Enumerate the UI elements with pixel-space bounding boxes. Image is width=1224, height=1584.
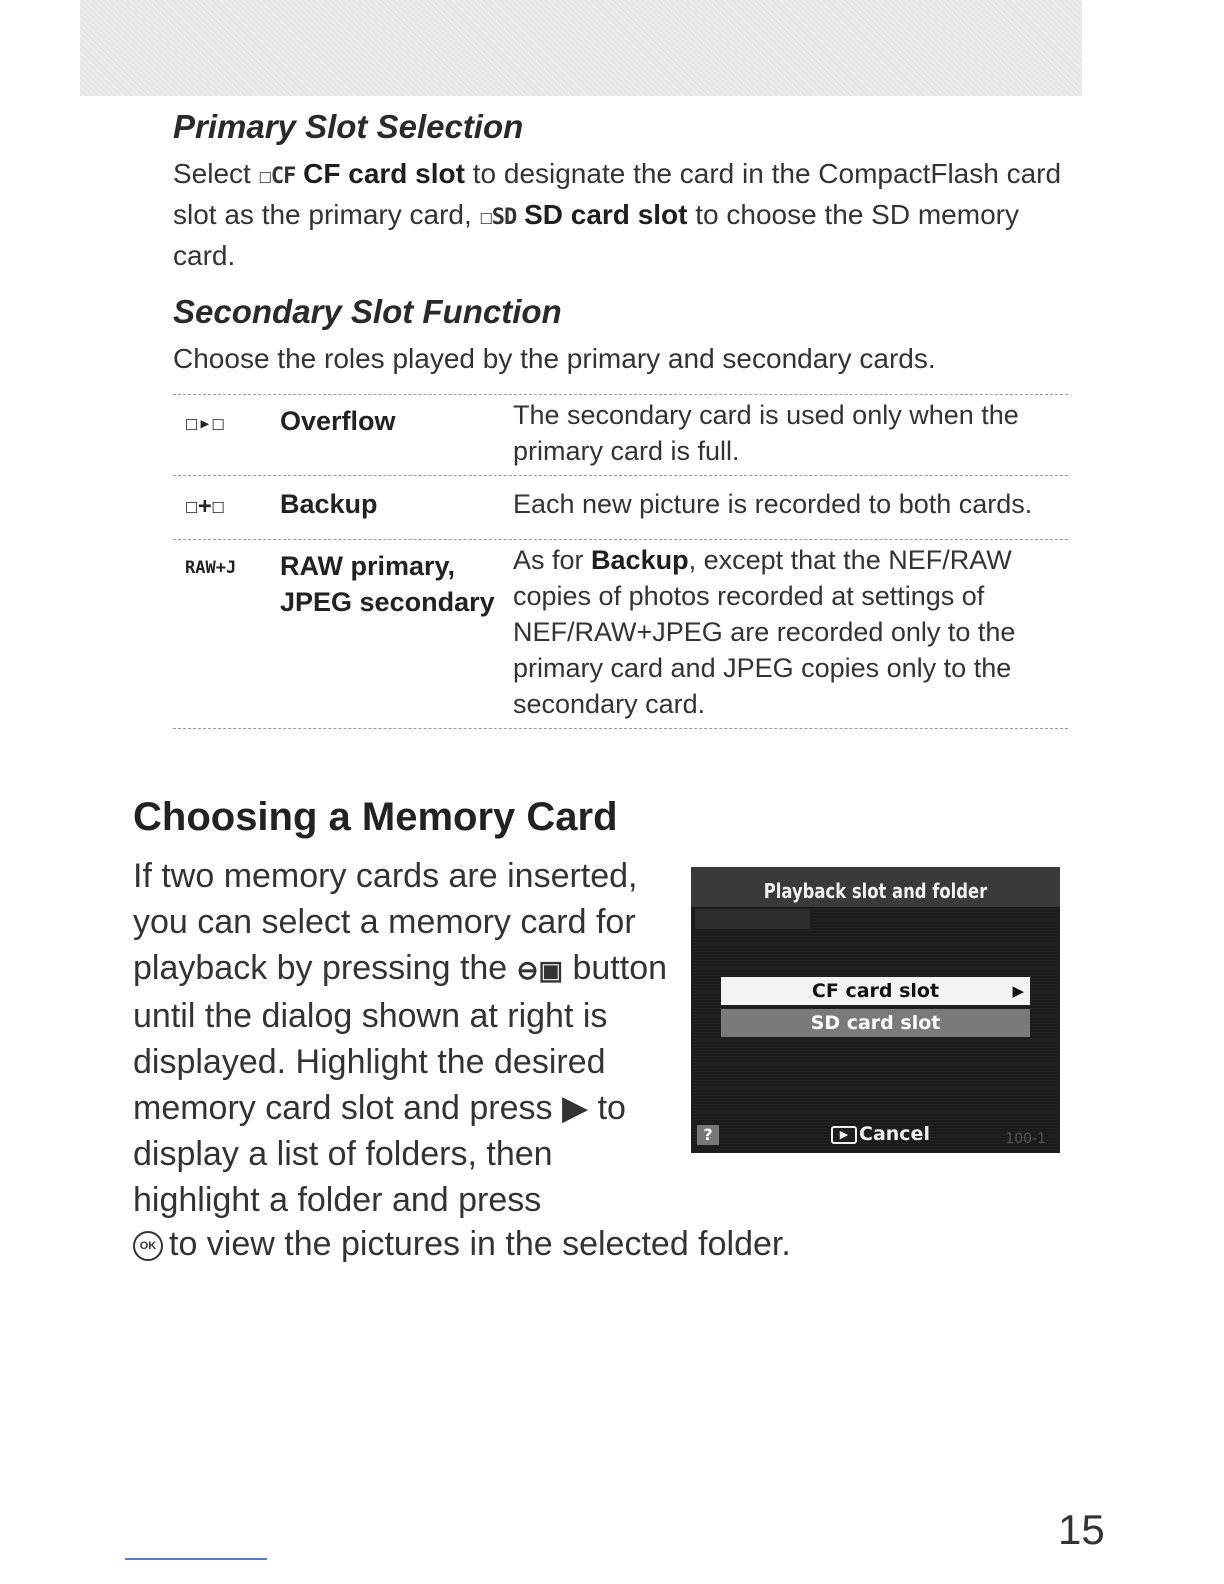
choosing-text-d: to view the pictures in the selected folder. [169, 1225, 791, 1263]
primary-mid-text: to designate the card in the CompactFlash card slot as the primary card, [173, 158, 1062, 230]
sd-card-slot-option-label: SD card slot [810, 1012, 941, 1034]
cf-card-slot-option-label: CF card slot [811, 980, 940, 1002]
backup-icon: ☐+☐ [185, 494, 225, 519]
sd-card-slot-option[interactable] [721, 1009, 1030, 1037]
camera-lcd-screenshot [691, 867, 1060, 1153]
raw-jpeg-icon: RAW+J [185, 558, 237, 578]
overflow-label: Overflow [280, 406, 396, 436]
right-arrow-icon: ▶ [1012, 982, 1024, 1000]
choosing-text-a: If two memory cards are inserted, you can select a memory card for playback by pressing the [133, 857, 638, 987]
raw-jpeg-desc-rest: , except that the NEF/RAW copies of photos recorded at settings of NEF/RAW+JPEG are recorded only to the primary card and JPEG copies only to the secondary card. [513, 545, 1016, 719]
jpeg-secondary-line: JPEG secondary [280, 587, 495, 617]
raw-jpeg-desc [513, 542, 1068, 722]
choosing-memory-card-heading: Choosing a Memory Card [133, 795, 618, 839]
multi-selector-right-icon: ▶ [561, 1089, 589, 1127]
cf-card-slot-option[interactable] [721, 977, 1030, 1005]
playback-button-icon: ▶ [831, 1126, 857, 1144]
raw-jpeg-label [280, 548, 495, 620]
overflow-desc: The secondary card is used only when the primary card is full. [513, 400, 1019, 466]
sd-card-slot-label: SD card slot [524, 199, 688, 230]
page-number: 15 [1058, 1506, 1105, 1553]
overflow-icon: ☐▸☐ [185, 411, 225, 436]
cf-card-slot-label: CF card slot [303, 158, 465, 189]
cancel-hint [831, 1123, 930, 1145]
screen-sub-bar [695, 909, 810, 929]
zoom-out-thumbnail-icon: ⊖▣ [516, 955, 564, 985]
choosing-paragraph-end [133, 1221, 791, 1267]
choosing-text-b: button until the dialog shown at right is displayed. Highlight the desired memory card slot and press [133, 949, 668, 1127]
footer-rule [125, 1558, 267, 1560]
table-row-raw-jpeg [173, 539, 1068, 729]
ok-button-icon: OK [133, 1231, 163, 1261]
table-row-backup [173, 475, 1068, 539]
cancel-label: Cancel [859, 1123, 930, 1145]
primary-slot-text [173, 155, 1073, 275]
header-band [80, 0, 1082, 96]
secondary-slot-heading: Secondary Slot Function [173, 293, 562, 330]
raw-jpeg-desc-prefix: As for [513, 545, 584, 575]
screen-title: Playback slot and folder [763, 879, 988, 903]
raw-jpeg-desc-bold: Backup [591, 545, 689, 575]
cf-slot-icon: ☐CF [258, 164, 296, 189]
slot-function-table [173, 394, 1068, 729]
choosing-paragraph [133, 853, 673, 1223]
choosing-text-c: to display a list of folders, then highlight a folder and press [133, 1089, 626, 1219]
primary-end-text: to choose the SD memory card. [173, 199, 1019, 271]
help-icon: ? [697, 1125, 719, 1145]
backup-desc: Each new picture is recorded to both cards. [513, 489, 1033, 519]
table-row-overflow [173, 394, 1068, 475]
select-word: Select [173, 158, 251, 189]
sd-slot-icon: ☐SD [479, 205, 517, 230]
secondary-intro: Choose the roles played by the primary and secondary cards. [173, 343, 936, 374]
backup-label: Backup [280, 489, 378, 519]
raw-primary-line: RAW primary, [280, 551, 456, 581]
primary-slot-heading: Primary Slot Selection [173, 108, 524, 145]
folder-counter: 100-1 [1005, 1131, 1046, 1147]
